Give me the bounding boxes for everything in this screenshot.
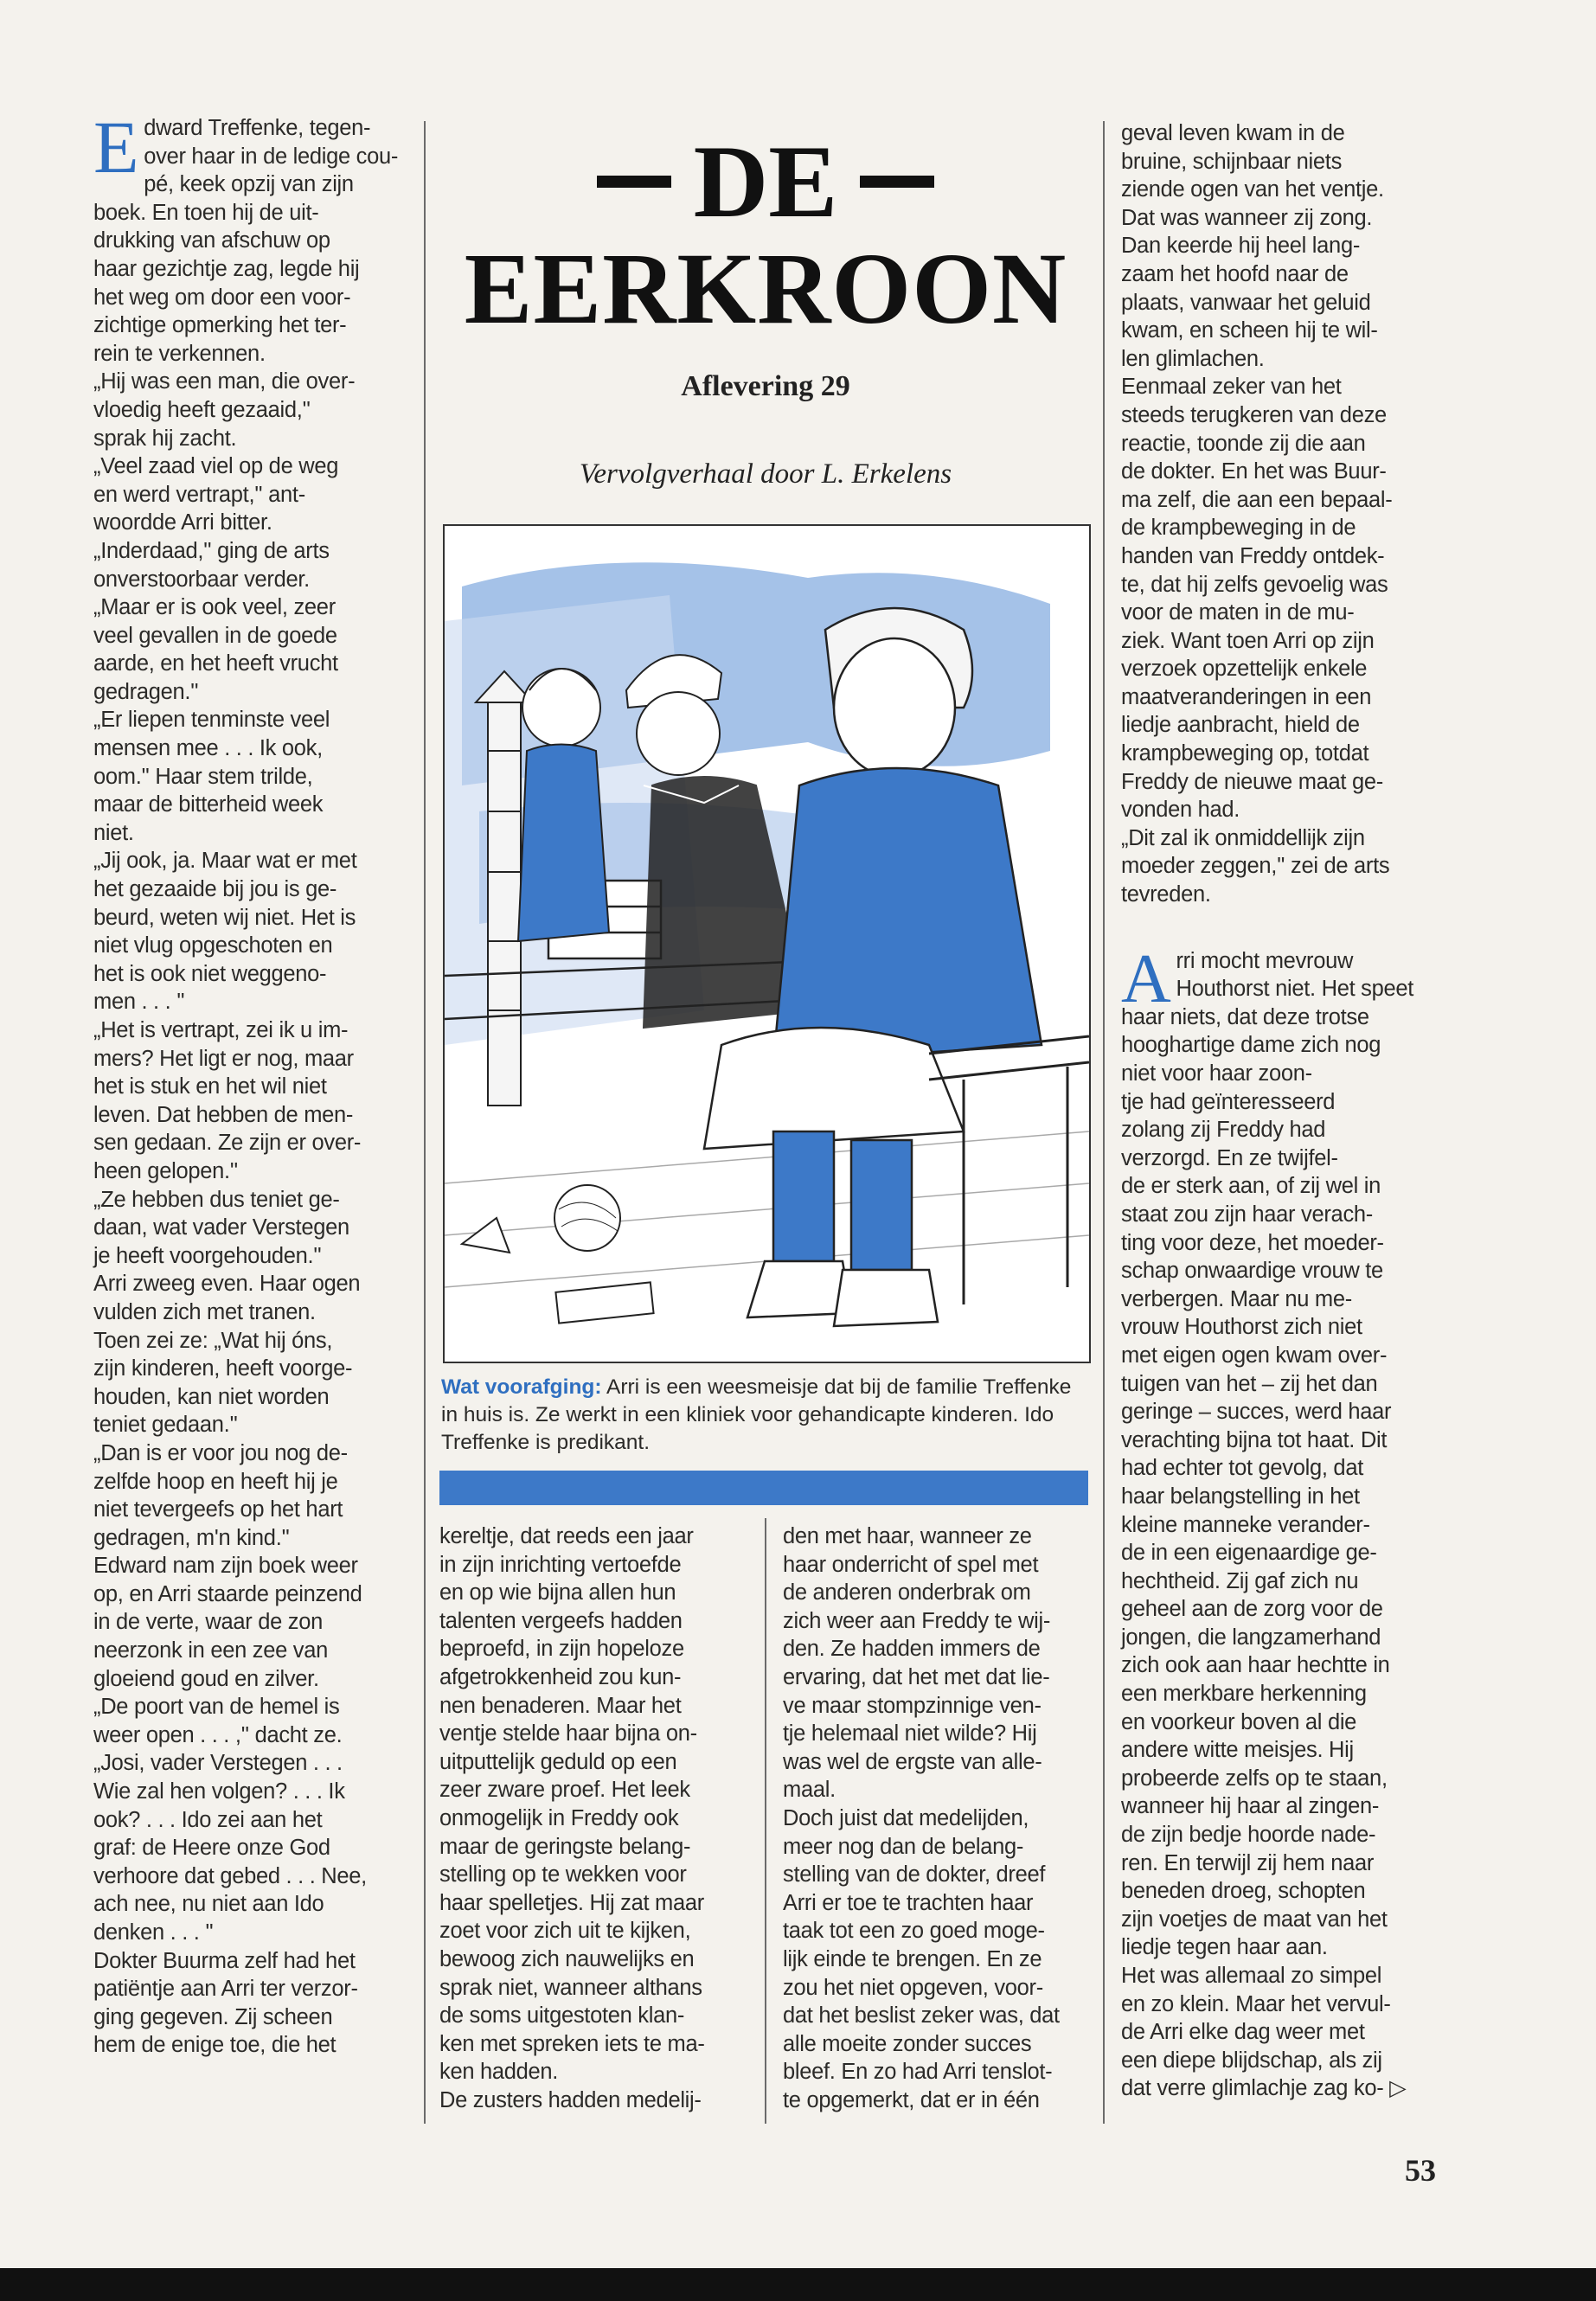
drop-cap-e: E: [93, 106, 139, 189]
previously-caption: [441, 1374, 1090, 1457]
middle-column-2: den met haar, wanneer ze haar onderricht of spel met de anderen onderbrak om zich weer aan Freddy te wij- den. Ze hadden immers de ervaring, dat het met dat lie- ve maar stompzinnige ven- tje helemaal niet wilde? Hij was wel de ergste van alle- maal. Doch juist dat medelijden, meer nog dan de belang- stelling van de dokter, dreef Arri er toe te trachten haar taak tot een zo goed moge- lijk einde te brengen. En ze zou het niet opgeven, voor- dat het beslist zeker was, dat alle moeite zonder succes bleef. En zo had Arri tenslot- te opgemerkt, dat er in één: [783, 1524, 1060, 2112]
column-rule-middle: [765, 1518, 766, 2124]
title-line-1: DE: [693, 124, 838, 239]
title-dash-right: [860, 176, 934, 188]
right-column: [1121, 119, 1450, 2103]
byline: Vervolgverhaal door L. Erkelens: [579, 458, 952, 490]
blue-divider-band: [439, 1471, 1088, 1505]
drop-cap-a: A: [1121, 940, 1171, 1017]
left-column-text: dward Treffenke, tegen- over haar in de ledige cou- pé, keek opzij van zijn boek. En toen hij de uit- drukking van afschuw op haar gezichtje zag, legde hij het weg om door een voor- zichtige opmerking het ter- rein te verkennen. „Hij was een man, die over- vloedig heeft gezaaid,'' sprak hij zacht. „Veel zaad viel op de weg en werd vertrapt,'' ant- woordde Arri bitter. „Inderdaad,'' ging de arts onverstoorbaar verder. „Maar er is ook veel, zeer veel gevallen in de goede aarde, en het heeft vrucht gedragen.'' „Er liepen tenminste veel mensen mee . . . Ik ook, oom.'' Haar stem trilde, maar de bitterheid week niet. „Jij ook, ja. Maar wat er met het gezaaide bij jou is ge- beurd, weten wij niet. Het is niet vlug opgeschoten en het is ook niet weggeno- men . . . '' „Het is vertrapt, zei ik u im- mers? Het ligt er nog, maar het is stuk en het wil niet leven. Dat hebben de men- sen gedaan. Ze zijn er over- heen gelopen.'' „Ze hebben dus teniet ge- daan, wat vader Verstegen je heeft voorgehouden.'' Arri zweeg even. Haar ogen vulden zich met tranen. Toen zei ze: „Wat hij óns, zijn kinderen, heeft voorge- houden, kan niet worden teniet gedaan.'' „Dan is er voor jou nog de- zelfde hoop en heeft hij je niet tevergeefs op het hart gedragen, m'n kind.'' Edward nam zijn boek weer op, en Arri staarde peinzend in de verte, waar de zon neerzonk in een zee van gloeiend goud en zilver. „De poort van de hemel is weer open . . . ,'' dacht ze. „Josi, vader Verstegen . . . Wie zal hen volgen? . . . Ik ook? . . . Ido zei aan het graf: de Heere onze God verhoore dat gebed . . . Nee, ach nee, nu niet aan Ido denken . . . '' Dokter Buurma zelf had het patiëntje aan Arri ter verzor- ging gegeven. Zij scheen hem de enige toe, die het: [93, 116, 399, 2058]
title-line-2: EERKROON: [464, 232, 1067, 345]
column-rule-left: [424, 121, 426, 2124]
illustration-children-playing: [443, 524, 1091, 1363]
illustration-drawing: [445, 526, 1089, 1362]
caption-label: Wat voorafging:: [441, 1375, 602, 1399]
left-column: [93, 106, 413, 2060]
right-column-text-bottom: rri mocht mevrouw Houthorst niet. Het speet haar niets, dat deze trotse hooghartige dame zich nog niet voor haar zoon- tje had geïnteresseerd zolang zij Freddy had verzorgd. En ze twijfel- de er sterk aan, of zij wel in staat zou zijn haar verach- ting voor deze, het moeder- schap onwaardige vrouw te verbergen. Maar nu me- vrouw Houthorst zich niet met eigen ogen kwam over- tuigen van het – zij het dan geringe – succes, werd haar verachting bijna tot haat. Dit had echter tot gevolg, dat haar belangstelling in het kleine manneke verander- de in een eigenaardige ge- hechtheid. Zij gaf zich nu geheel aan de zorg voor de jongen, die langzamerhand zich ook aan haar hechtte in een merkbare herkenning en voorkeur boven al die andere witte meisjes. Hij probeerde zelfs op te staan, wanneer hij haar al zingen- de zijn bedje hoorde nade- ren. En terwijl zij hem naar beneden droeg, schopten zijn voetjes de maat van het liedje tegen haar aan. Het was allemaal zo simpel en zo klein. Maar het vervul- de Arri elke dag weer met een diepe blijdschap, als zij dat verre glimlachje zag ko- ▷: [1121, 948, 1414, 2101]
title-dash-left: [597, 176, 671, 188]
middle-column-1: kereltje, dat reeds een jaar in zijn inrichting vertoefde en op wie bijna allen hun talenten vergeefs hadden beproefd, in zijn hopeloze afgetrokkenheid zou kun- nen benaderen. Maar het ventje stelde haar bijna on- uitputtelijk geduld op een zeer zware proef. Het leek onmogelijk in Freddy ook maar de geringste belang- stelling op te wekken voor haar spelletjes. Hij zat maar zoet voor zich uit te kijken, bewoog zich nauwelijks en sprak niet, wanneer althans de soms uitgestoten klan- ken met spreken iets te ma- ken hadden. De zusters hadden medelij-: [439, 1524, 705, 2112]
caption-text: Arri is een weesmeisje dat bij de familie Treffenke in huis is. Ze werkt in een kliniek voor gehandicapte kinderen. Ido Treffenke is predikant.: [441, 1375, 1072, 1454]
column-rule-right: [1103, 121, 1105, 2124]
right-column-text-top: geval leven kwam in de bruine, schijnbaar niets ziende ogen van het ventje. Dat was wanneer zij zong. Dan keerde hij heel lang- zaam het hoofd naar de plaats, vanwaar het geluid kwam, en scheen hij te wil- len glimlachen. Eenmaal zeker van het steeds terugkeren van deze reactie, toonde zij die aan de dokter. En het was Buur- ma zelf, die aan een bepaal- de krampbeweging in de handen van Freddy ontdek- te, dat hij zelfs gevoelig was voor de maten in de mu- ziek. Want toen Arri op zijn verzoek opzettelijk enkele maatveranderingen in een liedje aanbracht, hield de krampbeweging op, totdat Freddy de nieuwe maat ge- vonden had. „Dit zal ik onmiddellijk zijn moeder zeggen,'' zei de arts tevreden.: [1121, 121, 1393, 907]
scan-bottom-edge: [0, 2268, 1596, 2301]
episode-label: Aflevering 29: [681, 370, 850, 402]
page-number: 53: [1405, 2153, 1436, 2188]
article-title: [445, 124, 1086, 345]
